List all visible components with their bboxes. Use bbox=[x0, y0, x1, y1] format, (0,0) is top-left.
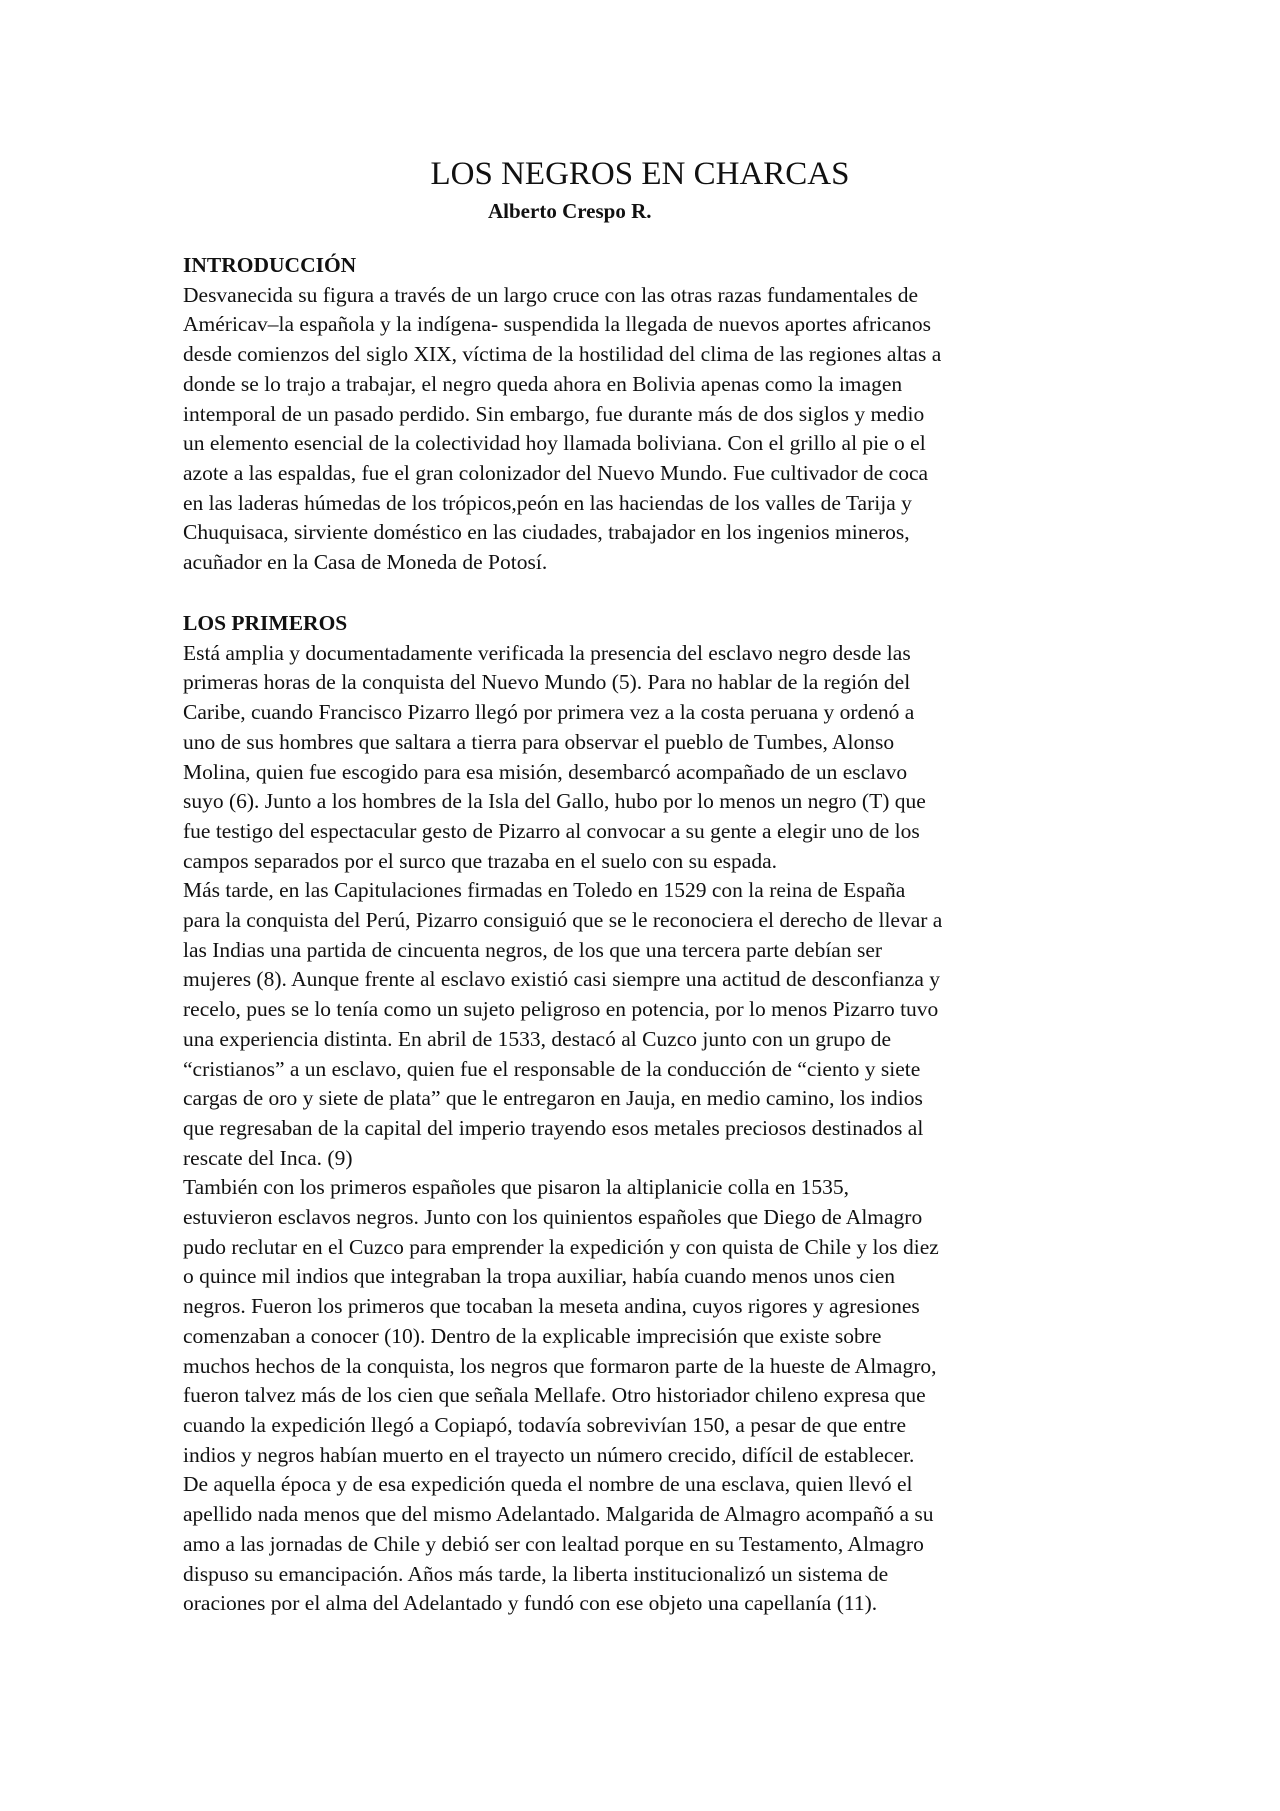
paragraph-line: fueron talvez más de los cien que señala Mellafe. Otro historiador chileno expresa que bbox=[183, 1383, 926, 1408]
paragraph-line: las Indias una partida de cincuenta negros, de los que una tercera parte debían ser bbox=[183, 937, 883, 962]
paragraph-line: apellido nada menos que del mismo Adelantado. Malgarida de Almagro acompañó a su bbox=[183, 1502, 934, 1527]
paragraph-line: un elemento esencial de la colectividad hoy llamada boliviana. Con el grillo al pie o el bbox=[183, 431, 926, 456]
paragraph-line: primeras horas de la conquista del Nuevo Mundo (5). Para no hablar de la región del bbox=[183, 670, 911, 695]
section-heading: LOS PRIMEROS bbox=[183, 611, 348, 635]
paragraph-line: “cristianos” a un esclavo, quien fue el responsable de la conducción de “ciento y siete bbox=[183, 1056, 921, 1081]
paragraph-line: rescate del Inca. (9) bbox=[183, 1145, 353, 1170]
paragraph-line: comenzaban a conocer (10). Dentro de la explicable imprecisión que existe sobre bbox=[183, 1323, 882, 1348]
paragraph-line: oraciones por el alma del Adelantado y fundó con ese objeto una capellanía (11). bbox=[183, 1591, 878, 1616]
paragraph-line: dispuso su emancipación. Años más tarde, la liberta institucionalizó un sistema de bbox=[183, 1561, 889, 1586]
paragraph-line: Desvanecida su figura a través de un largo cruce con las otras razas fundamentales de bbox=[183, 282, 919, 307]
paragraph-line: Américav–la española y la indígena- suspendida la llegada de nuevos aportes africanos bbox=[183, 312, 932, 337]
paragraph-line: intemporal de un pasado perdido. Sin embargo, fue durante más de dos siglos y medio bbox=[183, 401, 925, 426]
paragraph-line: una experiencia distinta. En abril de 1533, destacó al Cuzco junto con un grupo de bbox=[183, 1026, 892, 1051]
paragraph-line: amo a las jornadas de Chile y debió ser con lealtad porque en su Testamento, Almagro bbox=[183, 1531, 924, 1556]
paragraph-line: Caribe, cuando Francisco Pizarro llegó por primera vez a la costa peruana y ordenó a bbox=[183, 700, 915, 725]
paragraph-line: o quince mil indios que integraban la tropa auxiliar, había cuando menos unos cien bbox=[183, 1264, 896, 1289]
section-los-primeros bbox=[183, 609, 1103, 1619]
paragraph-line: recelo, pues se lo tenía como un sujeto peligroso en potencia, por lo menos Pizarro tuvo bbox=[183, 997, 939, 1022]
paragraph-line: para la conquista del Perú, Pizarro consiguió que se le reconociera el derecho de llevar a bbox=[183, 908, 943, 933]
section-introduccion bbox=[183, 251, 1103, 578]
paragraph-line: Más tarde, en las Capitulaciones firmadas en Toledo en 1529 con la reina de España bbox=[183, 878, 906, 903]
paragraph-line: indios y negros habían muerto en el trayecto un número crecido, difícil de establecer. bbox=[183, 1442, 915, 1467]
paragraph-line: negros. Fueron los primeros que tocaban la meseta andina, cuyos rigores y agresiones bbox=[183, 1294, 920, 1319]
document-title: LOS NEGROS EN CHARCAS bbox=[430, 156, 850, 192]
paragraph-line: cargas de oro y siete de plata” que le entregaron en Jauja, en medio camino, los indios bbox=[183, 1086, 923, 1111]
paragraph-line: pudo reclutar en el Cuzco para emprender la expedición y con quista de Chile y los diez bbox=[183, 1234, 939, 1259]
paragraph-line: estuvieron esclavos negros. Junto con los quinientos españoles que Diego de Almagro bbox=[183, 1205, 923, 1230]
paragraph-line: También con los primeros españoles que pisaron la altiplanicie colla en 1535, bbox=[183, 1175, 849, 1200]
paragraph-line: De aquella época y de esa expedición queda el nombre de una esclava, quien llevó el bbox=[183, 1472, 913, 1497]
paragraph-line: Chuquisaca, sirviente doméstico en las ciudades, trabajador en los ingenios mineros, bbox=[183, 520, 910, 545]
paragraph-line: acuñador en la Casa de Moneda de Potosí. bbox=[183, 550, 548, 575]
paragraph-line: desde comienzos del siglo XIX, víctima de la hostilidad del clima de las regiones altas a bbox=[183, 342, 942, 367]
paragraph-line: campos separados por el surco que trazaba en el suelo con su espada. bbox=[183, 848, 778, 873]
paragraph-line: en las laderas húmedas de los trópicos,peón en las haciendas de los valles de Tarija y bbox=[183, 490, 912, 515]
section-heading: INTRODUCCIÓN bbox=[183, 253, 357, 277]
paragraph-line: azote a las espaldas, fue el gran colonizador del Nuevo Mundo. Fue cultivador de coca bbox=[183, 460, 929, 485]
paragraph-line: fue testigo del espectacular gesto de Pizarro al convocar a su gente a elegir uno de los bbox=[183, 818, 920, 843]
paragraph-line: cuando la expedición llegó a Copiapó, todavía sobrevivían 150, a pesar de que entre bbox=[183, 1412, 906, 1437]
paragraph-line: mujeres (8). Aunque frente al esclavo existió casi siempre una actitud de desconfianza y bbox=[183, 967, 940, 992]
paragraph-line: donde se lo trajo a trabajar, el negro queda ahora en Bolivia apenas como la imagen bbox=[183, 371, 903, 396]
paragraph-line: muchos hechos de la conquista, los negros que formaron parte de la hueste de Almagro, bbox=[183, 1353, 937, 1378]
paragraph-line: Está amplia y documentadamente verificada la presencia del esclavo negro desde las bbox=[183, 640, 911, 665]
paragraph-line: Molina, quien fue escogido para esa misión, desembarcó acompañado de un esclavo bbox=[183, 759, 908, 784]
paragraph-line: suyo (6). Junto a los hombres de la Isla del Gallo, hubo por lo menos un negro (T) que bbox=[183, 789, 926, 814]
paragraph-line: que regresaban de la capital del imperio trayendo esos metales preciosos destinados al bbox=[183, 1115, 924, 1140]
document-author: Alberto Crespo R. bbox=[488, 199, 652, 223]
paragraph-line: uno de sus hombres que saltara a tierra para observar el pueblo de Tumbes, Alonso bbox=[183, 729, 895, 754]
